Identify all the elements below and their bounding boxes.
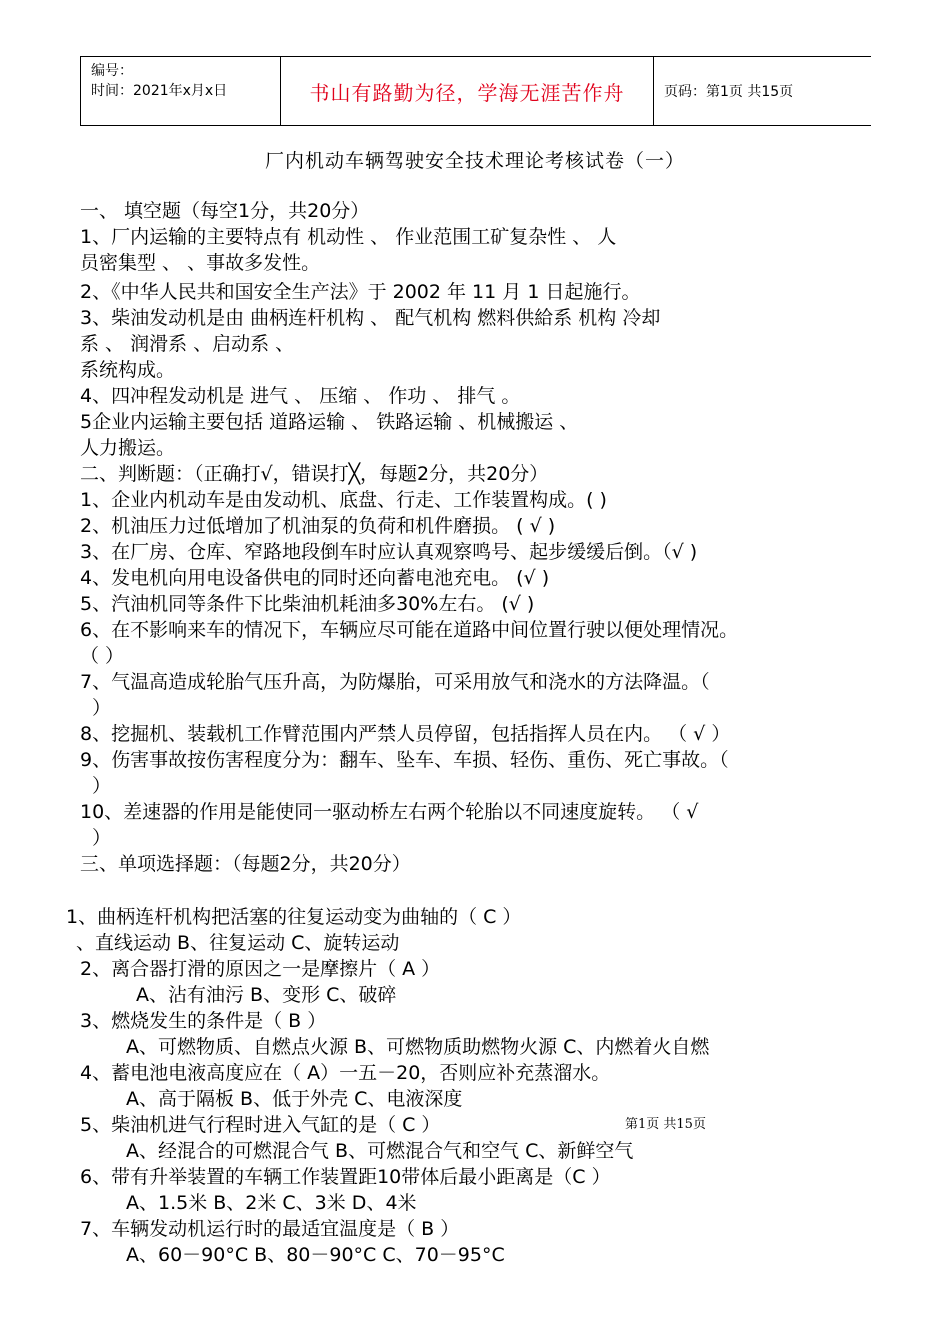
text-line: 人力搬运。 (80, 437, 176, 459)
text-line: 6、带有升举装置的车辆工作装置距10带体后最小距离是（C ） (80, 1166, 611, 1188)
text-line: ） (92, 697, 112, 719)
text-line: 7、气温高造成轮胎气压升高，为防爆胎，可采用放气和浇水的方法降温。（ (80, 671, 710, 693)
text-line: A、60－90°C B、80－90°C C、70－95°C (126, 1244, 505, 1266)
text-line: A、经混合的可燃混合气 B、可燃混合气和空气 C、新鲜空气 (126, 1140, 634, 1162)
text-line: 10、差速器的作用是能使同一驱动桥左右两个轮胎以不同速度旋转。 （ √ (80, 801, 699, 823)
text-line: 一、 填空题（每空1分，共20分） (80, 200, 370, 222)
text-line: 、直线运动 B、往复运动 C、旋转运动 (76, 932, 400, 954)
page-footer: 第1页 共15页 (625, 1117, 706, 1132)
text-line: 系 、 润滑系 、启动系 、 (80, 333, 295, 355)
text-line: 9、伤害事故按伤害程度分为：翻车、坠车、车损、轻伤、重伤、死亡事故。（ (80, 749, 729, 771)
header-table (80, 56, 871, 126)
text-line: A、1.5米 B、2米 C、3米 D、4米 (126, 1192, 417, 1214)
text-line: 1、企业内机动车是由发动机、底盘、行走、工作装置构成。( ) (80, 489, 607, 511)
text-line: 1、曲柄连杆机构把活塞的往复运动变为曲轴的（ C ） (66, 906, 522, 928)
time-label: 时间：2021年x月x日 (91, 83, 228, 99)
text-line: 3、燃烧发生的条件是（ B ） (80, 1010, 327, 1032)
text-line: 系统构成。 (80, 359, 176, 381)
text-line: 3、在厂房、仓库、窄路地段倒车时应认真观察鸣号、起步缓缓后倒。（√ ) (80, 541, 698, 563)
text-line: 6、在不影响来车的情况下，车辆应尽可能在道路中间位置行驶以便处理情况。 (80, 619, 739, 641)
text-line: 4、蓄电池电液高度应在（ A）一五－20，否则应补充蒸溜水。 (80, 1062, 611, 1084)
text-line: 7、车辆发动机运行时的最适宜温度是（ B ） (80, 1218, 460, 1240)
number-label: 编号： (91, 63, 133, 79)
text-line: ） (92, 827, 112, 849)
text-line: ） (92, 775, 112, 797)
text-line: 4、发电机向用电设备供电的同时还向蓄电池充电。 (√ ) (80, 567, 550, 589)
text-line: A、沾有油污 B、变形 C、破碎 (136, 984, 397, 1006)
text-line: 三、单项选择题：（每题2分，共20分） (80, 853, 411, 875)
page-title: 厂内机动车辆驾驶安全技术理论考核试卷（一） (264, 150, 685, 172)
text-line: 5、柴油机进气行程时进入气缸的是（ C ） (80, 1114, 441, 1136)
text-line: 5、汽油机同等条件下比柴油机耗油多30%左右。 (√ ) (80, 593, 535, 615)
text-line: 3、柴油发动机是由 曲柄连杆机构 、 配气机构 燃料供給系 机构 冷却 (80, 307, 661, 329)
text-line: 5企业内运输主要包括 道路运输 、 铁路运输 、机械搬运 、 (80, 411, 579, 433)
text-line: 2、离合器打滑的原因之一是摩擦片（ A ） (80, 958, 441, 980)
text-line: 8、挖掘机、装载机工作臂范围内严禁人员停留，包括指挥人员在内。 （ √ ） (80, 723, 731, 745)
text-line: 2、机油压力过低增加了机油泵的负荷和机件磨损。 ( √ ) (80, 515, 556, 537)
text-line: 1、厂内运输的主要特点有 机动性 、 作业范围工矿复杂性 、 人 (80, 226, 617, 248)
motto: 书山有路勤为径，学海无涯苦作舟 (281, 57, 654, 125)
text-line: A、高于隔板 B、低于外壳 C、电液深度 (126, 1088, 463, 1110)
text-line: 员密集型 、 、事故多发性。 (80, 252, 321, 274)
text-line: A、可燃物质、自燃点火源 B、可燃物质助燃物火源 C、内燃着火自燃 (126, 1036, 710, 1058)
text-line: 二、判断题：（正确打√，错误打╳，每题2分，共20分） (80, 463, 549, 485)
text-line: 4、四冲程发动机是 进气 、 压缩 、 作功 、 排气 。 (80, 385, 521, 407)
text-line: （ ） (80, 645, 125, 667)
text-line: 2、《中华人民共和国安全生产法》于 2002 年 11 月 1 日起施行。 (80, 281, 641, 303)
header-left-cell (81, 57, 281, 125)
page-label: 页码：第1页 共15页 (664, 84, 794, 100)
